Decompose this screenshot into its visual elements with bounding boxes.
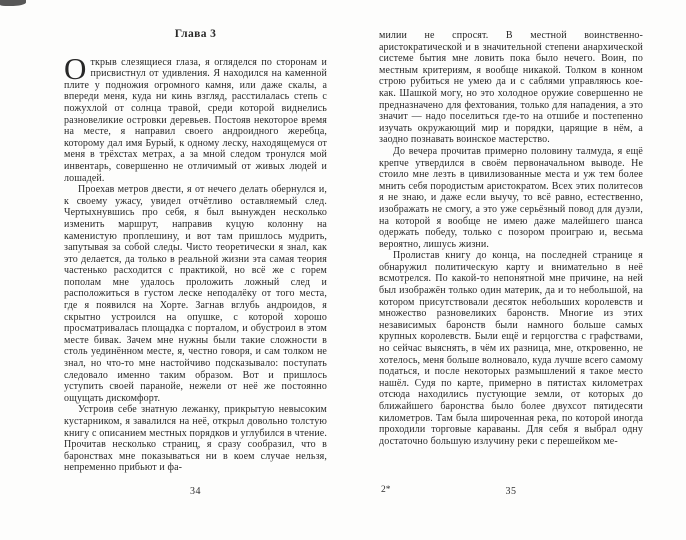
paragraph: милии не спросят. В местной воинственно-аристократической и в значительной степени анархической системе бытия мне ловить пока было нечего. Воин, по местным критериям, я вообще никакой. Толком в конном строю рубиться не умею да и с саблями управляюсь кое-как. Шашкой могу, но это холодное оружие совершенно не предназначено для фехтования, только для нападения, а это значит — надо поселиться где-то на отшибе и постепенно изучать окружающий мир и порядки, царящие в нём, а заодно познавать воинское мастерство. [379,30,643,146]
paragraph: Пролистав книгу до конца, на последней странице я обнаружил политическую карту и внимательно в неё всмотрелся. По какой-то непонятной мне причине, на ней был изображён только один материк, да и то небольшой, на котором присутствовали десяток небольших королевств и множество разновеликих баронств. Многие из этих независимых баронств были намного больше самых крупных королевств. Были ещё и герцогства с графствами, но сейчас выяснять, в чём их разница, мне, откровенно, не хотелось, меня больше волновало, куда лучше всего самому податься, и после некоторых размышлений я такое место нашёл. Судя по карте, примерно в пятистах километрах отсюда находились пустующие земли, от которых до ближайшего баронства было более двухсот пятидесяти километров. Там была широченная река, по которой иногда проходили торговые караваны. Для себя я выбрал одну достаточно большую излучину реки с перешейком ме- [379,250,643,447]
page-number-left: 34 [190,486,201,497]
paragraph [64,50,327,185]
left-page [64,29,327,474]
drop-cap: О [64,50,87,86]
signature-mark: 2* [381,485,391,495]
scan-artifact [0,0,26,6]
page-number-right: 35 [505,486,517,497]
paragraph-text: ткрыв слезящиеся глаза, я огляделся по сторонам и присвистнул от удивления. Я находился на каменной плите у подножия огромного камня, или даже скалы, а впереди меня, куда ни кинь взгляд, расстилалась степь с пожухлой от солнца травой, среди которой виднелись разновеликие островки деревьев. Постояв некоторое время на месте, я направил своего андроидного жеребца, которому дал имя Бурый, к одному леску, находящемуся от меня в трёхстах метрах, а за мной следом тронулся мой инвентарь, совершенно не отличимый от живых людей и лошадей. [64,56,327,184]
paragraph: До вечера прочитав примерно половину талмуда, я ещё крепче утвердился в своём первоначальном выводе. Не стоило мне лезть в цивилизованные места и уж тем более мнить себя породистым аристократом. Всех этих политесов я не знаю, и даже если выучу, то всё равно, естественно, изображать не смогу, а это уже серьёзный повод для дуэли, на которой я вообще не имею даже малейшего шанса одержать победу, только с позором проиграю и, весьма вероятно, лишусь жизни. [379,145,643,250]
paragraph: Устроив себе знатную лежанку, прикрытую невысоким кустарником, я завалился на неё, открыл довольно толстую книгу с описанием местных порядков и углубился в чтение. Прочитав несколько страниц, я сразу сообразил, что в баронствах мне показываться ни в коем случае нельзя, непременно прибьют и фа- [64,404,327,474]
right-page [379,30,643,447]
paragraph: Проехав метров двести, я от нечего делать обернулся и, к своему ужасу, увидел отчётливо оставляемый след. Чертыхнувшись про себя, я был вынужден несколько изменить маршрут, направив куцую колонну на каменистую проплешину, и вот там пришлось мудрить, запутывая за собой следы. Чисто теоретически я знал, как это делается, да только в реальной жизни эта самая теория частенько расходится с практикой, но всё же с горем пополам мне удалось проложить ложный след и расположиться в густом леске неподалёку от того места, где я появился на Хорте. Загнав вглубь андроидов, я скрытно устроился на опушке, с которой хорошо просматривалась площадка с порталом, и обустроил в этом месте бивак. Зачем мне нужны были такие сложности в столь уединённом месте, я, честно говоря, и сам толком не знал, но что-то мне настойчиво подсказывало: поступать следовало именно таким образом. Вот и пришлось уступить своей паранойе, нежели от неё же постоянно ощущать дискомфорт. [64,184,327,404]
chapter-heading: Глава 3 [174,28,217,40]
